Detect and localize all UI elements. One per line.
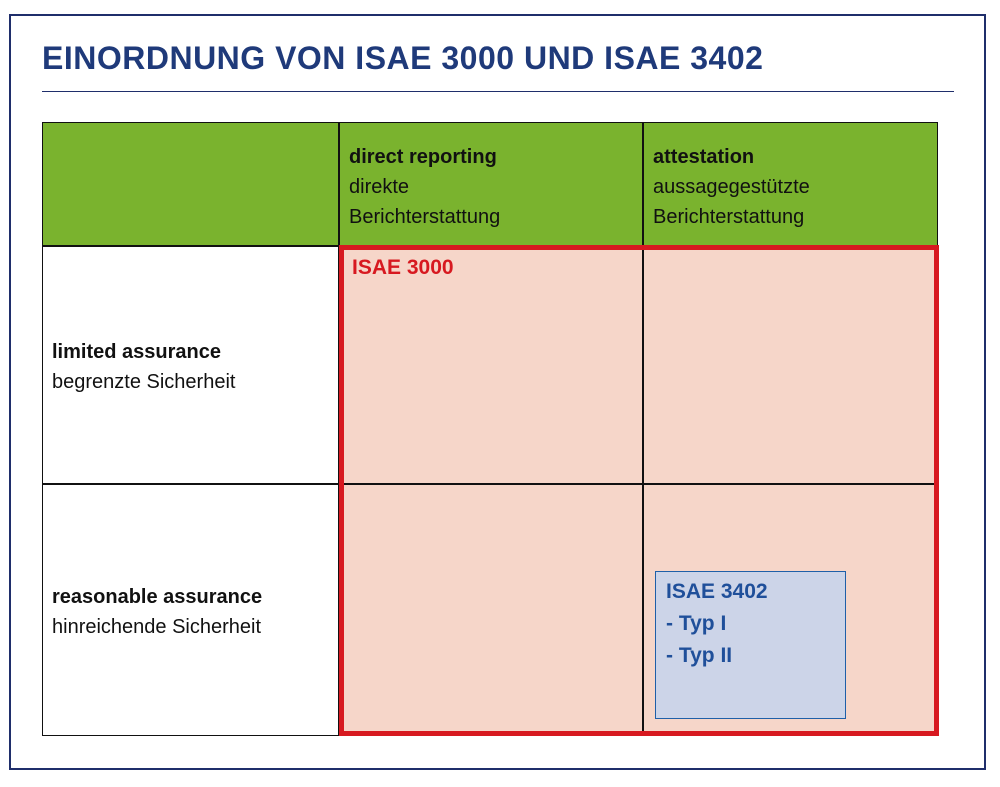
isae3402-box — [655, 571, 846, 719]
title-rule — [42, 91, 954, 92]
row-de-label: hinreichende Sicherheit — [52, 616, 262, 638]
column-header-direct-reporting — [349, 142, 500, 232]
column-de-line1: direkte — [349, 176, 410, 198]
column-en-label: attestation — [653, 146, 755, 168]
row-en-label: limited assurance — [52, 341, 221, 363]
row-en-label: reasonable assurance — [52, 586, 263, 608]
page-title: EINORDNUNG VON ISAE 3000 UND ISAE 3402 — [42, 40, 764, 76]
column-de-line2: Berichterstattung — [349, 206, 501, 228]
column-header-attestation — [653, 142, 810, 232]
row-de-label: begrenzte Sicherheit — [52, 371, 236, 393]
isae3000-label: ISAE 3000 — [352, 256, 454, 279]
isae3000-region — [339, 245, 939, 736]
row-header-limited — [52, 337, 235, 397]
isae3402-item-typ-i: - Typ I — [666, 612, 727, 635]
column-de-line1: aussagegestützte — [653, 176, 810, 198]
column-en-label: direct reporting — [349, 146, 497, 168]
column-de-line2: Berichterstattung — [653, 206, 805, 228]
isae3402-item-typ-ii: - Typ II — [666, 644, 733, 667]
isae3402-title: ISAE 3402 — [666, 580, 768, 603]
row-header-reasonable — [52, 582, 262, 642]
